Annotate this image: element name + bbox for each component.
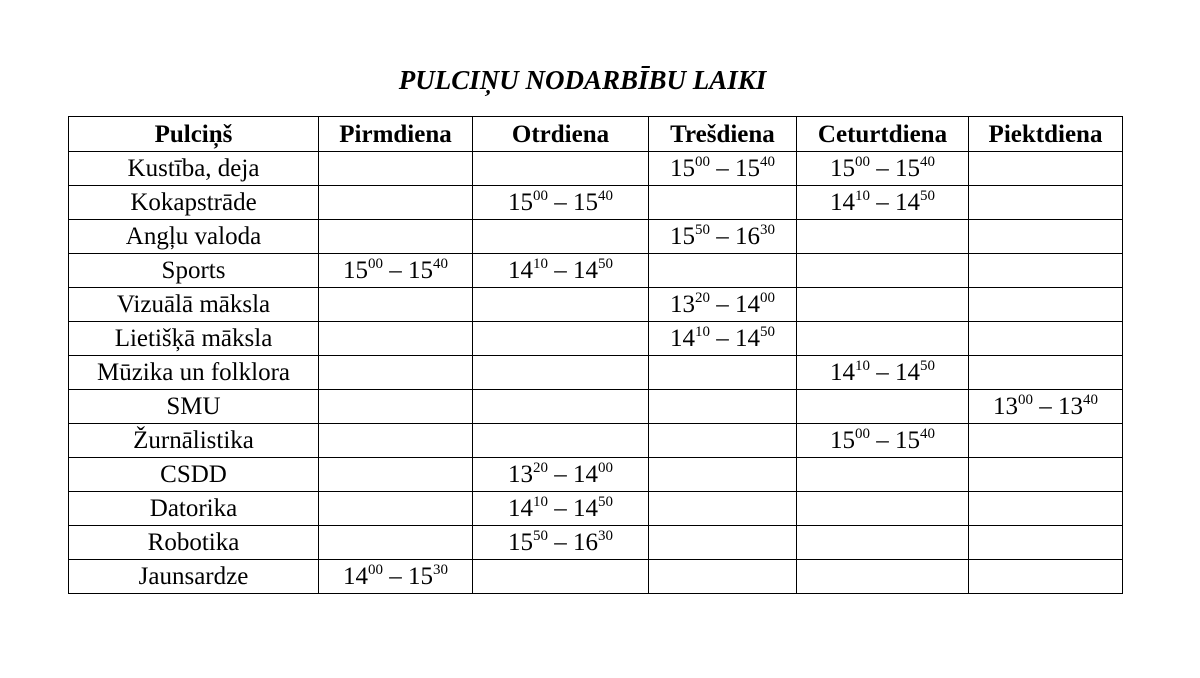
table-row xyxy=(69,322,1123,356)
time-cell-thursday xyxy=(797,288,969,322)
start-time: $13^{20}$ xyxy=(670,290,710,318)
club-name-cell: Vizuālā māksla xyxy=(69,288,319,322)
time-cell-monday: $14^{00} - 15^{30}$ xyxy=(319,560,473,594)
time-cell-monday xyxy=(319,458,473,492)
time-cell-monday xyxy=(319,424,473,458)
time-cell-friday xyxy=(969,220,1123,254)
club-name-cell: Žurnālistika xyxy=(69,424,319,458)
end-time: $15^{40}$ xyxy=(895,426,935,454)
table-row xyxy=(69,220,1123,254)
time-cell-tuesday xyxy=(473,322,649,356)
time-cell-wednesday xyxy=(649,526,797,560)
club-name-cell: Sports xyxy=(69,254,319,288)
time-cell-thursday xyxy=(797,458,969,492)
end-time: $13^{40}$ xyxy=(1058,392,1098,420)
time-cell-friday xyxy=(969,254,1123,288)
time-cell-friday xyxy=(969,186,1123,220)
time-cell-monday xyxy=(319,220,473,254)
start-time: $14^{10}$ xyxy=(670,324,710,352)
time-cell-tuesday: $14^{10} - 14^{50}$ xyxy=(473,254,649,288)
table-row xyxy=(69,424,1123,458)
club-name-cell: CSDD xyxy=(69,458,319,492)
club-name-cell: Kokapstrāde xyxy=(69,186,319,220)
time-cell-wednesday xyxy=(649,390,797,424)
end-time: $15^{30}$ xyxy=(408,562,448,590)
time-cell-thursday xyxy=(797,390,969,424)
start-time: $15^{50}$ xyxy=(508,528,548,556)
end-time: $14^{50}$ xyxy=(573,494,613,522)
time-cell-wednesday: $13^{20} - 14^{00}$ xyxy=(649,288,797,322)
time-cell-thursday: $14^{10} - 14^{50}$ xyxy=(797,186,969,220)
time-cell-friday xyxy=(969,526,1123,560)
time-cell-wednesday xyxy=(649,492,797,526)
time-cell-friday xyxy=(969,288,1123,322)
time-cell-wednesday xyxy=(649,560,797,594)
time-cell-monday xyxy=(319,186,473,220)
time-cell-wednesday xyxy=(649,356,797,390)
time-cell-tuesday xyxy=(473,390,649,424)
time-cell-wednesday xyxy=(649,186,797,220)
end-time: $14^{50}$ xyxy=(735,324,775,352)
time-cell-friday xyxy=(969,458,1123,492)
header-thursday: Ceturtdiena xyxy=(797,117,969,152)
table-row xyxy=(69,186,1123,220)
time-cell-thursday xyxy=(797,220,969,254)
table-row xyxy=(69,152,1123,186)
header-row xyxy=(69,117,1123,152)
start-time: $15^{00}$ xyxy=(508,188,548,216)
club-name-cell: Lietišķā māksla xyxy=(69,322,319,356)
start-time: $15^{00}$ xyxy=(343,256,383,284)
time-cell-friday xyxy=(969,152,1123,186)
header-friday: Piektdiena xyxy=(969,117,1123,152)
time-cell-wednesday xyxy=(649,458,797,492)
start-time: $14^{10}$ xyxy=(508,256,548,284)
club-name-cell: Kustība, deja xyxy=(69,152,319,186)
time-cell-tuesday: $13^{20} - 14^{00}$ xyxy=(473,458,649,492)
start-time: $15^{00}$ xyxy=(670,154,710,182)
time-cell-wednesday xyxy=(649,424,797,458)
time-cell-friday: $13^{00} - 13^{40}$ xyxy=(969,390,1123,424)
time-cell-thursday: $15^{00} - 15^{40}$ xyxy=(797,152,969,186)
club-name-cell: SMU xyxy=(69,390,319,424)
end-time: $14^{00}$ xyxy=(573,460,613,488)
time-cell-tuesday xyxy=(473,220,649,254)
club-name-cell: Datorika xyxy=(69,492,319,526)
time-cell-monday: $15^{00} - 15^{40}$ xyxy=(319,254,473,288)
end-time: $15^{40}$ xyxy=(735,154,775,182)
time-cell-thursday xyxy=(797,322,969,356)
time-cell-thursday xyxy=(797,492,969,526)
time-cell-friday xyxy=(969,424,1123,458)
time-cell-wednesday: $14^{10} - 14^{50}$ xyxy=(649,322,797,356)
time-cell-friday xyxy=(969,356,1123,390)
time-cell-monday xyxy=(319,152,473,186)
end-time: $15^{40}$ xyxy=(408,256,448,284)
end-time: $14^{50}$ xyxy=(573,256,613,284)
start-time: $13^{20}$ xyxy=(508,460,548,488)
time-cell-monday xyxy=(319,492,473,526)
time-cell-tuesday xyxy=(473,424,649,458)
table-row xyxy=(69,526,1123,560)
time-cell-thursday: $14^{10} - 14^{50}$ xyxy=(797,356,969,390)
club-name-cell: Mūzika un folklora xyxy=(69,356,319,390)
document-title: PULCIŅU NODARBĪBU LAIKI xyxy=(398,65,767,95)
table-row xyxy=(69,492,1123,526)
start-time: $15^{00}$ xyxy=(830,426,870,454)
time-cell-monday xyxy=(319,288,473,322)
time-cell-tuesday xyxy=(473,152,649,186)
time-cell-friday xyxy=(969,560,1123,594)
time-cell-friday xyxy=(969,492,1123,526)
time-cell-tuesday: $14^{10} - 14^{50}$ xyxy=(473,492,649,526)
time-cell-wednesday: $15^{50} - 16^{30}$ xyxy=(649,220,797,254)
time-cell-monday xyxy=(319,322,473,356)
time-cell-wednesday: $15^{00} - 15^{40}$ xyxy=(649,152,797,186)
start-time: $15^{00}$ xyxy=(830,154,870,182)
end-time: $15^{40}$ xyxy=(895,154,935,182)
header-wednesday: Trešdiena xyxy=(649,117,797,152)
table-row xyxy=(69,254,1123,288)
club-name-cell: Jaunsardze xyxy=(69,560,319,594)
time-cell-monday xyxy=(319,526,473,560)
end-time: $14^{00}$ xyxy=(735,290,775,318)
end-time: $16^{30}$ xyxy=(735,222,775,250)
table-row xyxy=(69,356,1123,390)
start-time: $14^{10}$ xyxy=(830,358,870,386)
end-time: $15^{40}$ xyxy=(573,188,613,216)
time-cell-thursday xyxy=(797,254,969,288)
start-time: $13^{00}$ xyxy=(993,392,1033,420)
start-time: $14^{10}$ xyxy=(508,494,548,522)
time-cell-thursday xyxy=(797,560,969,594)
time-cell-thursday xyxy=(797,526,969,560)
time-cell-monday xyxy=(319,390,473,424)
time-cell-tuesday: $15^{00} - 15^{40}$ xyxy=(473,186,649,220)
time-cell-tuesday: $15^{50} - 16^{30}$ xyxy=(473,526,649,560)
header-tuesday: Otrdiena xyxy=(473,117,649,152)
start-time: $15^{50}$ xyxy=(670,222,710,250)
time-cell-wednesday xyxy=(649,254,797,288)
time-cell-tuesday xyxy=(473,560,649,594)
club-name-cell: Robotika xyxy=(69,526,319,560)
table-row xyxy=(69,458,1123,492)
end-time: $14^{50}$ xyxy=(895,358,935,386)
header-monday: Pirmdiena xyxy=(319,117,473,152)
table-header xyxy=(69,117,1123,152)
header-club: Pulciņš xyxy=(69,117,319,152)
time-cell-friday xyxy=(969,322,1123,356)
end-time: $14^{50}$ xyxy=(895,188,935,216)
start-time: $14^{00}$ xyxy=(343,562,383,590)
time-cell-tuesday xyxy=(473,288,649,322)
table-row xyxy=(69,390,1123,424)
table-row xyxy=(69,560,1123,594)
schedule-table xyxy=(68,116,1123,594)
time-cell-monday xyxy=(319,356,473,390)
time-cell-tuesday xyxy=(473,356,649,390)
end-time: $16^{30}$ xyxy=(573,528,613,556)
start-time: $14^{10}$ xyxy=(830,188,870,216)
time-cell-thursday: $15^{00} - 15^{40}$ xyxy=(797,424,969,458)
table-body xyxy=(69,152,1123,594)
table-row xyxy=(69,288,1123,322)
club-name-cell: Angļu valoda xyxy=(69,220,319,254)
